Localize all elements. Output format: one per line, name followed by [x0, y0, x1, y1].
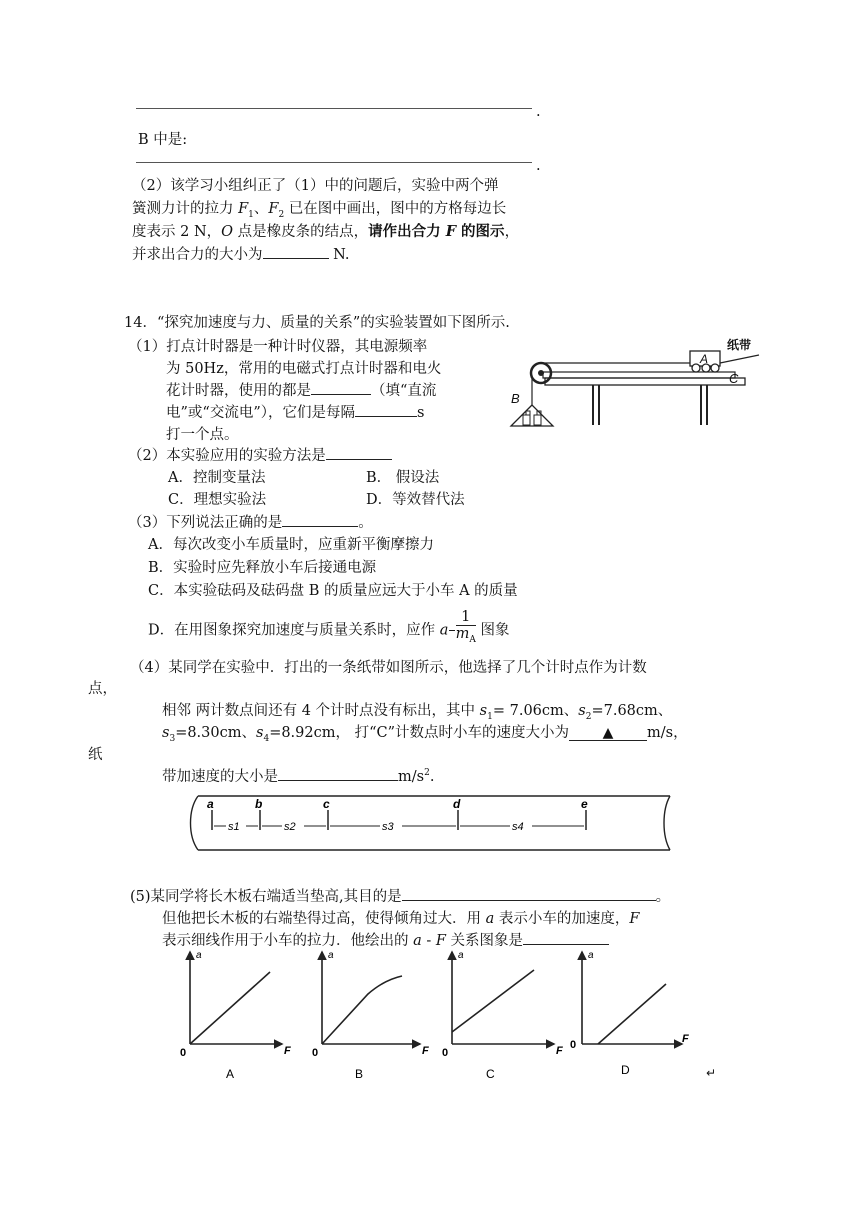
label-a: A	[700, 352, 709, 366]
apparatus-diagram	[505, 333, 765, 433]
option-3b[interactable]: B．实验时应先释放小车后接通电源	[148, 560, 377, 576]
graph-b-line	[322, 976, 402, 1044]
tape-outline	[191, 796, 671, 850]
answer-blank-current[interactable]	[311, 380, 371, 396]
q14-4-line4: 带加速度的大小是 $m/s^2$.	[162, 765, 434, 786]
q14-2: （2）本实验应用的实验方法是	[128, 444, 392, 465]
q14-1-line5: 打一个点。	[166, 427, 239, 443]
answer-blank-velocity[interactable]: ▲	[569, 725, 647, 741]
graph-c	[442, 950, 563, 1081]
answer-blank-purpose[interactable]	[402, 886, 656, 902]
svg-text:F: F	[284, 1045, 291, 1057]
tape-label: 纸带	[727, 338, 752, 352]
q13-2-line1: （2）该学习小组纠正了（1）中的问题后，实验中两个弹	[132, 178, 499, 194]
option-2c[interactable]: C．理想实验法	[168, 492, 267, 508]
svg-text:F: F	[556, 1045, 563, 1057]
q14-4-line1b: 点，	[88, 681, 117, 697]
answer-blank-graph[interactable]	[523, 930, 609, 946]
svg-text:0: 0	[570, 1039, 577, 1051]
graph-a	[180, 950, 291, 1081]
seg-s3: s3	[382, 821, 394, 833]
answer-line-2[interactable]	[136, 162, 532, 163]
q14-5-line2: 但他把长木板的右端垫得过高，使得倾角过大．用 a 表示小车的加速度，F	[162, 911, 640, 927]
graph-d	[570, 950, 689, 1077]
svg-text:a: a	[196, 950, 202, 961]
graph-label-a: A	[226, 1067, 235, 1081]
answer-blank-force[interactable]	[263, 244, 329, 260]
q14-4-line2: 相邻 两计数点间还有 4 个计时点没有标出，其中 $s_1= 7.06cm$、$s_2=7.68cm$、	[162, 703, 673, 722]
option-2a[interactable]: A．控制变量法	[168, 470, 266, 486]
answer-blank-correct[interactable]	[282, 512, 358, 528]
svg-text:F: F	[422, 1045, 429, 1057]
option-3d[interactable]: D．在用图象探究加速度与质量关系时，应作 a– $\frac{1}{m_A}$ 图象	[148, 609, 510, 645]
table-top	[545, 378, 745, 385]
answer-blank-interval[interactable]	[355, 402, 417, 418]
graph-label-c: C	[486, 1067, 495, 1081]
option-3a[interactable]: A．每次改变小车质量时，应重新平衡摩擦力	[148, 537, 434, 553]
q13-2-line3: 度表示 2 N，O 点是橡皮条的结点，请作出合力 F 的图示，	[132, 223, 520, 240]
graph-label-b: B	[355, 1067, 364, 1081]
label-b: B	[511, 391, 520, 406]
svg-text:F: F	[682, 1033, 689, 1045]
answer-line-1[interactable]	[136, 108, 532, 109]
label-c: C	[729, 371, 739, 386]
point-a: a	[207, 797, 214, 811]
paper-tape	[720, 355, 759, 363]
q13-2-line4: 并求出合力的大小为 N.	[132, 243, 349, 264]
answer-blank-acceleration[interactable]	[278, 766, 398, 782]
af-graphs	[170, 944, 730, 1084]
long-board	[543, 372, 735, 378]
q14-4-line3: $s_3=8.30cm$、$s_4=8.92cm$， 打“C”计数点时小车的速度大小为 ▲ m/s，	[162, 725, 688, 744]
q14-4-line1: （4）某同学在实验中．打出的一条纸带如图所示，他选择了几个计时点作为计数	[130, 660, 647, 676]
weight-pan-b	[511, 405, 553, 426]
q14-5-line3: 表示细线作用于小车的拉力．他绘出的 a - F 关系图象是	[162, 929, 609, 950]
svg-text:a: a	[458, 950, 464, 961]
graph-label-d: D	[621, 1063, 630, 1077]
period-1: .	[536, 104, 541, 120]
svg-text:a: a	[588, 950, 594, 961]
seg-s4: s4	[512, 821, 524, 833]
option-3c[interactable]: C．本实验砝码及砝码盘 B 的质量应远大于小车 A 的质量	[148, 583, 518, 599]
graph-a-line	[190, 972, 270, 1044]
q14-1-line1: （1）打点计时器是一种计时仪器，其电源频率	[128, 339, 428, 355]
q14-3: （3）下列说法正确的是 。	[128, 511, 373, 532]
svg-text:0: 0	[442, 1047, 449, 1059]
q14-1-line4: 电”或“交流电”），它们是每隔 s	[166, 401, 424, 422]
q14-1-line3: 花计时器，使用的都是 （填“直流	[166, 379, 436, 400]
period-2: .	[536, 158, 541, 174]
svg-text:a: a	[328, 950, 334, 961]
q14-5-line1: (5)某同学将长木板右端适当垫高,其目的是 。	[130, 885, 670, 906]
svg-text:0: 0	[312, 1047, 319, 1059]
q14-4-line3b: 纸	[88, 747, 103, 763]
option-2d[interactable]: D．等效替代法	[366, 492, 465, 508]
graph-c-line	[452, 970, 534, 1032]
graph-d-line	[598, 984, 666, 1044]
graph-b	[312, 950, 429, 1081]
option-2b[interactable]: B． 假设法	[366, 470, 440, 486]
point-d: d	[453, 797, 461, 811]
point-e: e	[581, 797, 588, 811]
return-mark: ↵	[706, 1066, 717, 1080]
q13-2-line2: 簧测力计的拉力 $F_1$、$F_2$ 已在图中画出，图中的方格每边长	[132, 201, 507, 220]
svg-text:0: 0	[180, 1047, 187, 1059]
point-c: c	[323, 797, 330, 811]
point-b: b	[255, 797, 263, 811]
seg-s1: s1	[228, 821, 240, 833]
paper-tape-figure	[184, 790, 674, 858]
seg-s2: s2	[284, 821, 296, 833]
q14-title: 14．“探究加速度与力、质量的关系”的实验装置如下图所示.	[124, 315, 510, 331]
answer-blank-method[interactable]	[326, 445, 392, 461]
b-label: B 中是:	[138, 132, 188, 148]
q14-1-line2: 为 50Hz，常用的电磁式打点计时器和电火	[166, 361, 442, 377]
